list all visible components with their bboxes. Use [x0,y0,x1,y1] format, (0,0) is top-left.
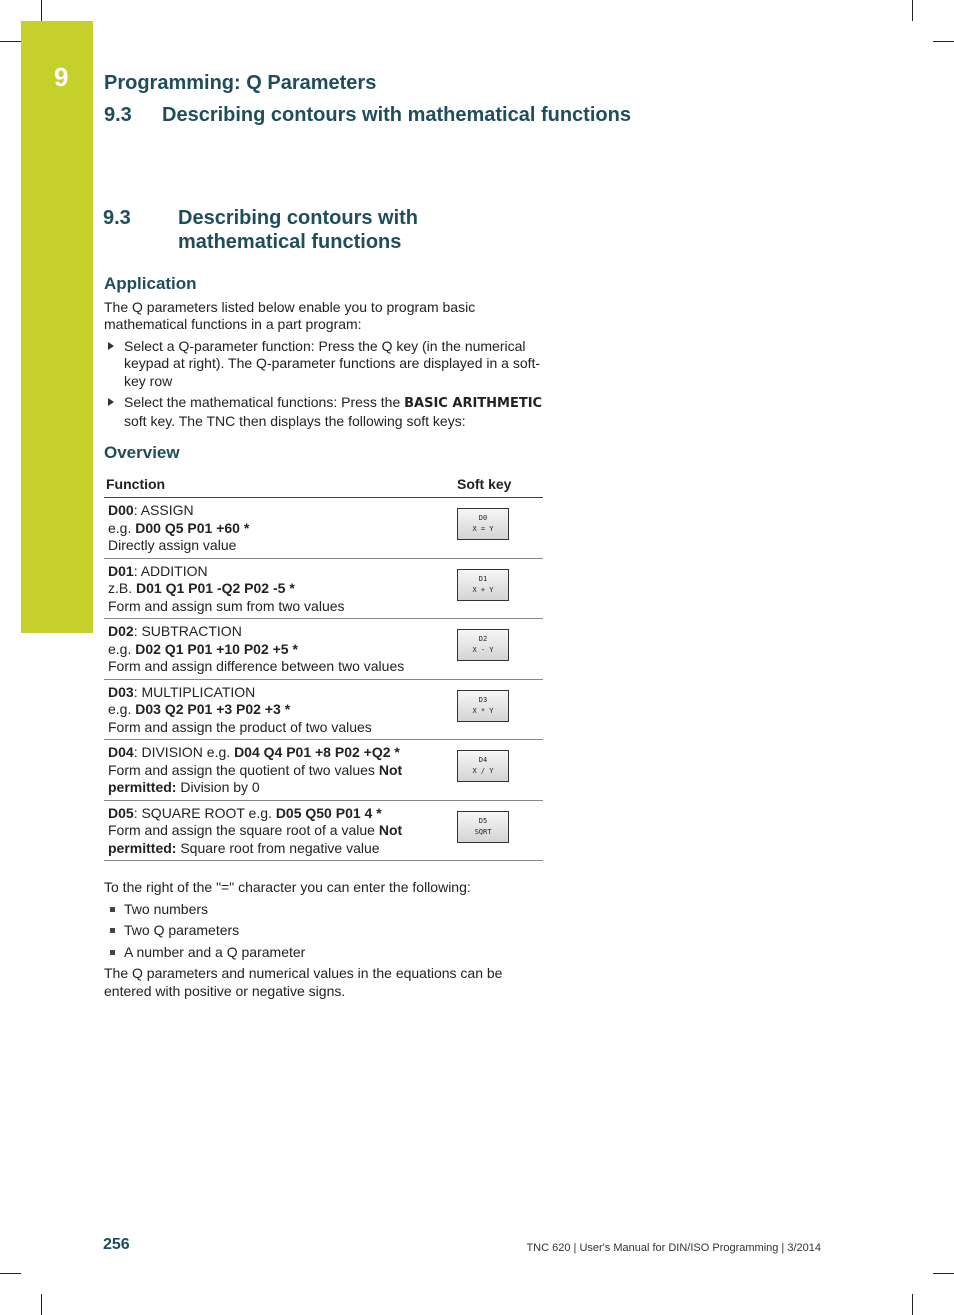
table-row [104,679,543,740]
softkey-button[interactable] [457,508,509,540]
square-bullet-icon [110,907,115,912]
softkey-label-line1: D0 [478,514,488,522]
function-cell [104,740,453,801]
column-header-softkey: Soft key [453,468,543,498]
softkey-label-line2: X - Y [472,646,494,654]
table-row [104,619,543,680]
softkey-button[interactable] [457,629,509,661]
function-example: D04 Q4 P01 +8 P02 +Q2 * [234,744,400,760]
softkey-label-line2: SQRT [474,827,492,836]
function-example: D03 Q2 P01 +3 P02 +3 * [135,701,291,717]
not-permitted-label: Not permitted: [108,822,403,856]
softkey-label-line1: D2 [478,635,488,643]
function-description: Form and assign the quotient of two values [108,761,379,778]
step-text-pre: Select the mathematical functions: Press the [124,394,405,410]
arrow-bullet-icon [108,398,114,406]
application-heading: Application [104,274,197,293]
function-cell [104,679,453,740]
softkey-name: BASIC ARITHMETIC [404,396,543,411]
list-item-text: Two numbers [124,900,209,917]
softkey-label-line2: X = Y [472,525,494,533]
example-prefix: e.g. [108,701,136,717]
crop-mark [933,41,954,42]
function-cell [104,800,453,861]
table-row [104,740,543,801]
crop-mark [41,1294,42,1315]
softkey-button[interactable] [457,569,509,601]
step-item [104,338,544,391]
softkey-button[interactable] [457,690,509,722]
function-name: : ADDITION [133,562,208,579]
crop-mark [41,0,42,21]
softkey-label-line1: D4 [478,756,488,764]
step-text-post: soft key. The TNC then displays the following soft keys: [124,412,466,429]
softkey-label-line1: D1 [478,574,488,583]
not-permitted-label: Not permitted: [108,761,403,795]
not-permitted-text: Square root from negative value [176,839,380,856]
table-row [104,498,543,559]
crop-mark [912,1294,913,1315]
function-example: D00 Q5 P01 +60 * [135,519,250,536]
function-code: D00 [108,502,134,518]
functions-table [104,468,543,862]
function-example: D02 Q1 P01 +10 P02 +5 * [135,640,298,657]
softkey-cell [453,498,543,559]
softkey-cell [453,619,543,680]
running-header-title: Programming: Q Parameters [104,72,377,94]
square-bullet-icon [110,950,115,955]
example-prefix: z.B. [108,580,137,596]
function-example: D05 Q50 P01 4 * [275,804,382,821]
function-code: D03 [108,683,134,700]
example-prefix: e.g. [108,519,136,536]
page-number: 256 [103,1236,130,1253]
function-description: Form and assign the square root of a value [108,822,379,838]
square-bullet-icon [110,928,115,933]
function-code: D05 [108,804,134,821]
function-name: : SQUARE ROOT e.g. [133,804,276,821]
function-name: : SUBTRACTION [133,623,242,639]
softkey-button[interactable] [457,811,509,843]
softkey-cell [453,740,543,801]
application-intro: The Q parameters listed below enable you to program basic mathematical functions in a part program: [104,298,476,332]
function-cell [104,498,453,559]
list-item-text: Two Q parameters [124,922,240,938]
crop-mark [912,0,913,21]
function-name: : ASSIGN [133,502,194,518]
list-item-text: A number and a Q parameter [124,943,306,960]
not-permitted-text: Division by 0 [176,779,260,795]
section-heading: Describing contours with mathematical functions [178,207,419,253]
function-description: Form and assign the product of two values [108,718,372,735]
crop-mark [933,1273,954,1274]
function-description: Form and assign difference between two values [108,658,405,674]
table-row [104,800,543,861]
crop-mark [0,41,21,42]
softkey-label-line2: X + Y [472,585,494,594]
chapter-number: 9 [54,62,69,92]
softkey-cell [453,558,543,619]
function-name: : DIVISION e.g. [133,744,235,760]
running-header-section-number: 9.3 [104,104,132,126]
function-code: D02 [108,623,134,639]
chapter-tab [21,21,93,633]
function-name: : MULTIPLICATION [133,683,256,700]
softkey-label-line1: D3 [478,695,488,704]
section-number: 9.3 [103,207,131,229]
list-item [104,922,544,940]
column-header-function: Function [104,468,453,498]
running-header-section [104,104,631,127]
function-code: D01 [108,562,134,579]
softkey-label-line2: X / Y [472,767,494,775]
crop-mark [0,1273,21,1274]
arrow-bullet-icon [108,342,114,350]
after-intro: To the right of the "=" character you can enter the following: [104,879,471,895]
step-item [104,394,544,430]
softkey-label-line2: X * Y [472,706,494,715]
softkey-cell [453,800,543,861]
function-description: Directly assign value [108,537,237,553]
footer-text: TNC 620 | User's Manual for DIN/ISO Programming | 3/2014 [526,1242,821,1254]
function-cell [104,619,453,680]
softkey-cell [453,679,543,740]
function-cell [104,558,453,619]
list-item [104,901,544,919]
function-code: D04 [108,744,134,760]
table-header-row [104,468,543,498]
main-content [104,275,544,1004]
table-row [104,558,543,619]
list-item [104,944,544,962]
softkey-label-line1: D5 [478,816,488,825]
function-example: D01 Q1 P01 -Q2 P02 -5 * [136,580,295,596]
function-description: Form and assign sum from two values [108,597,345,614]
step-text: Select a Q-parameter function: Press the Q key (in the numerical keypad at right). The Q-parameter functions are displayed in a soft-key row [124,337,541,389]
example-prefix: e.g. [108,640,136,657]
softkey-button[interactable] [457,750,509,782]
overview-heading: Overview [104,443,180,462]
closing-text: The Q parameters and numerical values in the equations can be entered with positive or negative signs. [104,965,503,999]
running-header-section-title: Describing contours with mathematical functions [162,104,631,126]
